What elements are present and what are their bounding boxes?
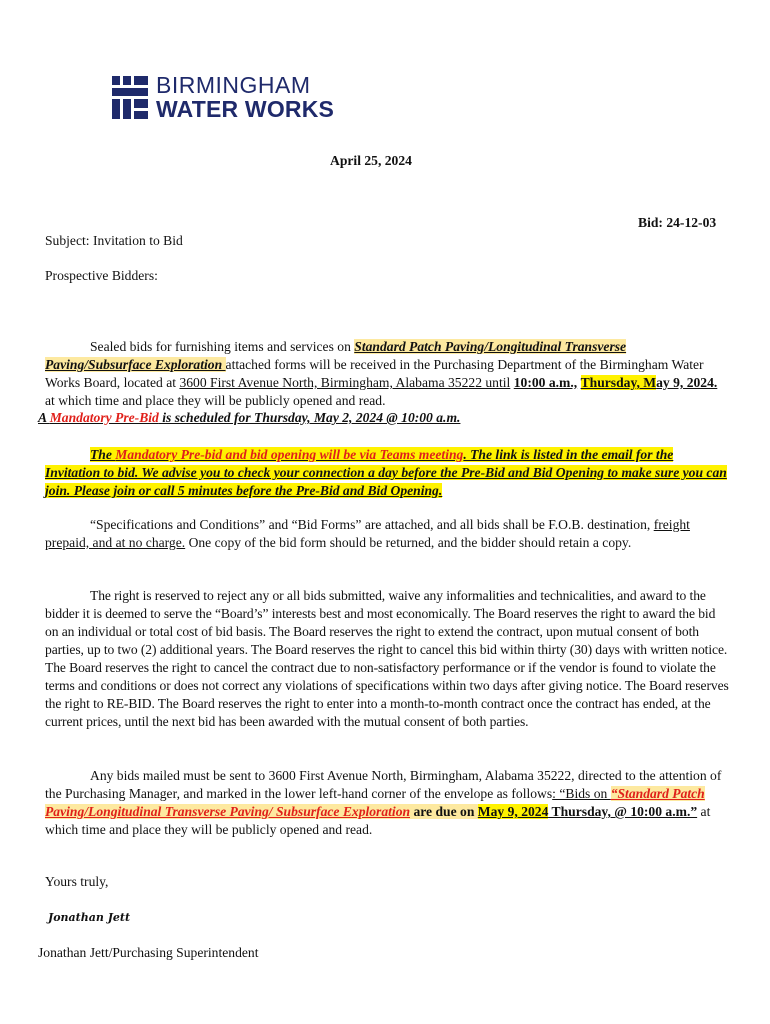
p4-text-b: : “Bids on [552, 786, 611, 801]
deadline-day: Thursday, M [580, 375, 657, 390]
p4-text-g: at which time and place they will be publicly opened and read. [45, 804, 711, 837]
teams-text-a: The [90, 447, 116, 462]
p1-text-c: attached forms will be received in the Purchasing Department of the Birmingham Water Works Board, located at [45, 357, 704, 390]
due-time: Thursday, @ 10:00 a.m.” [548, 804, 698, 819]
bid-invitation-paragraph [45, 338, 730, 410]
bid-number: Bid: 24-12-03 [638, 215, 717, 230]
handwritten-signature: Jonathan Jett [48, 911, 131, 924]
signer-name-title: Jonathan Jett/Purchasing Superintendent [38, 945, 259, 960]
rights-reserved-paragraph: The right is reserved to reject any or all bids submitted, waive any informalities and technicalities, and award to the bidder it is deemed to serve the “Board’s” interests best and most economically. The Board reserves the right to award the bid on an individual or total cost of bid basis. The Board reserves the right to extend the contract, upon mutual consent of both parties, up to two (2) additional years. The Board reserves the right to cancel this bid within thirty (30) days with written notice. The Board reserves the right to cancel the contract due to non-satisfactory performance or if the vendor is found to violate the terms and conditions or does not correct any violations of specifications within two days after giving notice. The Board reserves the right to RE-BID. The Board reserves the right to enter into a month-to-month contract once the contract has ended, at the current prices, until the next bid has been awarded with the mutual consent of both parties. [45, 588, 729, 729]
salutation: Prospective Bidders: [45, 268, 158, 283]
deadline-time: 10:00 a.m., [513, 375, 578, 390]
p1-text-a: Sealed bids for furnishing items and services on [90, 339, 355, 354]
p2-text-c: One copy of the bid form should be returned, and the bidder should retain a copy. [185, 535, 632, 550]
p2-text-a: “Specifications and Conditions” and “Bid Forms” are attached, and all bids shall be F.O.B. destination, [90, 517, 654, 532]
birmingham-water-works-logo [112, 74, 342, 122]
mandatory-prebid-label: Mandatory Pre-Bid [49, 410, 159, 425]
project-title: Standard Patch Paving/Longitudinal Transverse Paving/Subsurface Exploration [45, 339, 627, 372]
prebid-text-a: A [38, 410, 50, 425]
logo-line-2: WATER WORKS [156, 96, 335, 122]
teams-text-c: . The link is listed in the email for the Invitation to bid. We advise you to check your connection a day before the Pre-Bid and Bid Opening to make sure you can join. Please join or call 5 minutes before the Pre-Bid and Bid Opening. [45, 447, 727, 498]
teams-meeting-text: Mandatory Pre-bid and bid opening will be via Teams meeting [115, 447, 464, 462]
address: 3600 First Avenue North, Birmingham, Alabama 35222 until [179, 375, 511, 390]
mailing-instructions-paragraph [45, 767, 730, 839]
closing: Yours truly, [45, 874, 109, 889]
p4-text-a: Any bids mailed must be sent to 3600 First Avenue North, Birmingham, Alabama 35222, directed to the attention of the Purchasing Manager, and marked in the lower left-hand corner of the envelope as follows [45, 768, 722, 801]
p1-text-i: at which time and place they will be publicly opened and read. [45, 393, 386, 408]
project-title-quoted: “Standard Patch Paving/Longitudinal Transverse Paving/ Subsurface Exploration [45, 786, 705, 819]
deadline-date: ay 9, 2024. [656, 375, 718, 390]
due-date: May 9, 2024 [477, 804, 549, 819]
teams-meeting-notice [45, 446, 730, 500]
subject-line: Subject: Invitation to Bid [45, 233, 183, 248]
specifications-paragraph [45, 516, 730, 552]
mandatory-prebid-line [38, 409, 460, 427]
letter-date: April 25, 2024 [330, 153, 412, 168]
prebid-text-c: is scheduled for Thursday, May 2, 2024 @ 10:00 a.m. [158, 410, 461, 425]
due-on-text: are due on [410, 804, 478, 819]
freight-terms: freight prepaid, and at no charge. [45, 517, 690, 550]
bww-logo-mark-icon [112, 74, 150, 120]
logo-line-1: BIRMINGHAM [156, 72, 311, 98]
